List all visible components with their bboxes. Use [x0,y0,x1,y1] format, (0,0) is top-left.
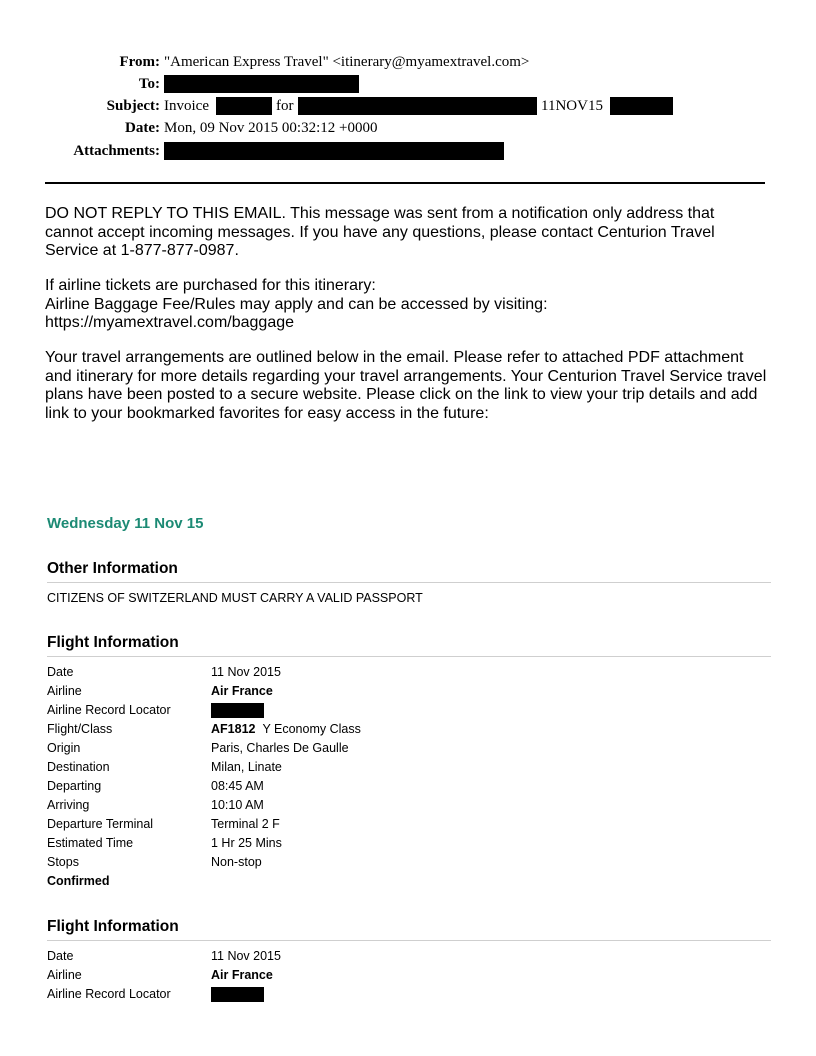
arrangements-paragraph: Your travel arrangements are outlined below in the email. Please refer to attached PDF attachment and itinerary for more details regarding your travel arrangements. Your Centurion Travel Service travel plans have been posted to a secure website. Please click on the link to view your trip details and add link to your bookmarked favorites for easy access in the future: [45,349,767,422]
subject-date: 11NOV15 [541,98,603,114]
flight2-row-locator: Airline Record Locator [47,987,171,1001]
flight1-row-locator: Airline Record Locator [47,703,171,717]
other-info-text: CITIZENS OF SWITZERLAND MUST CARRY A VALID PASSPORT [47,591,423,605]
subject-redaction-1 [216,97,272,115]
flight2-locator-redaction [211,987,264,1002]
header-divider [45,182,765,184]
attachment-redaction[interactable] [164,142,504,160]
flight1-row-destination: Destination Milan, Linate [47,760,282,774]
flight2-title: Flight Information [47,918,771,941]
baggage-paragraph: If airline tickets are purchased for this itinerary: Airline Baggage Fee/Rules may apply and can be accessed by visiting: https://myamextravel.com/baggage [45,277,780,333]
to-redaction [164,75,359,93]
from-label: From: [119,54,160,70]
header-date [0,120,816,142]
subject-label: Subject: [106,98,160,114]
flight1-status: Confirmed [47,874,110,888]
flight1-row-origin: Origin Paris, Charles De Gaulle [47,741,349,755]
subject-redaction-3 [610,97,673,115]
attachments-label: Attachments: [73,143,160,159]
flight2-row-airline: Airline Air France [47,968,273,982]
header-to [0,76,816,98]
flight1-row-flight: Flight/Class AF1812 Y Economy Class [47,722,361,736]
flight1-row-departing: Departing 08:45 AM [47,779,264,793]
subject-for: for [276,98,294,114]
flight1-row-date: Date 11 Nov 2015 [47,665,281,679]
baggage-link[interactable]: https://myamextravel.com/baggage [45,314,295,331]
flight1-locator-redaction [211,703,264,718]
flight2-row-date: Date 11 Nov 2015 [47,949,281,963]
header-from [0,54,816,76]
from-value[interactable]: "American Express Travel" <itinerary@myamextravel.com> [164,54,530,70]
other-info-title: Other Information [47,560,771,583]
subject-redaction-2 [298,97,537,115]
flight1-row-estimated: Estimated Time 1 Hr 25 Mins [47,836,282,850]
flight1-number: AF1812 [211,722,256,736]
flight1-class: Y Economy Class [262,722,361,736]
to-label: To: [138,76,160,92]
notice-paragraph: DO NOT REPLY TO THIS EMAIL. This message was sent from a notification only address that cannot accept incoming messages. If you have any questions, please contact Centurion Travel Service at 1-877-877-0987. [45,205,715,259]
day-heading: Wednesday 11 Nov 15 [47,515,204,532]
flight1-row-airline: Airline Air France [47,684,273,698]
flight1-row-arriving: Arriving 10:10 AM [47,798,264,812]
flight1-row-terminal: Departure Terminal Terminal 2 F [47,817,280,831]
date-label: Date: [125,120,160,136]
date-value: Mon, 09 Nov 2015 00:32:12 +0000 [164,120,378,136]
flight1-row-stops: Stops Non-stop [47,855,262,869]
subject-invoice: Invoice [164,98,209,114]
flight1-title: Flight Information [47,634,771,657]
